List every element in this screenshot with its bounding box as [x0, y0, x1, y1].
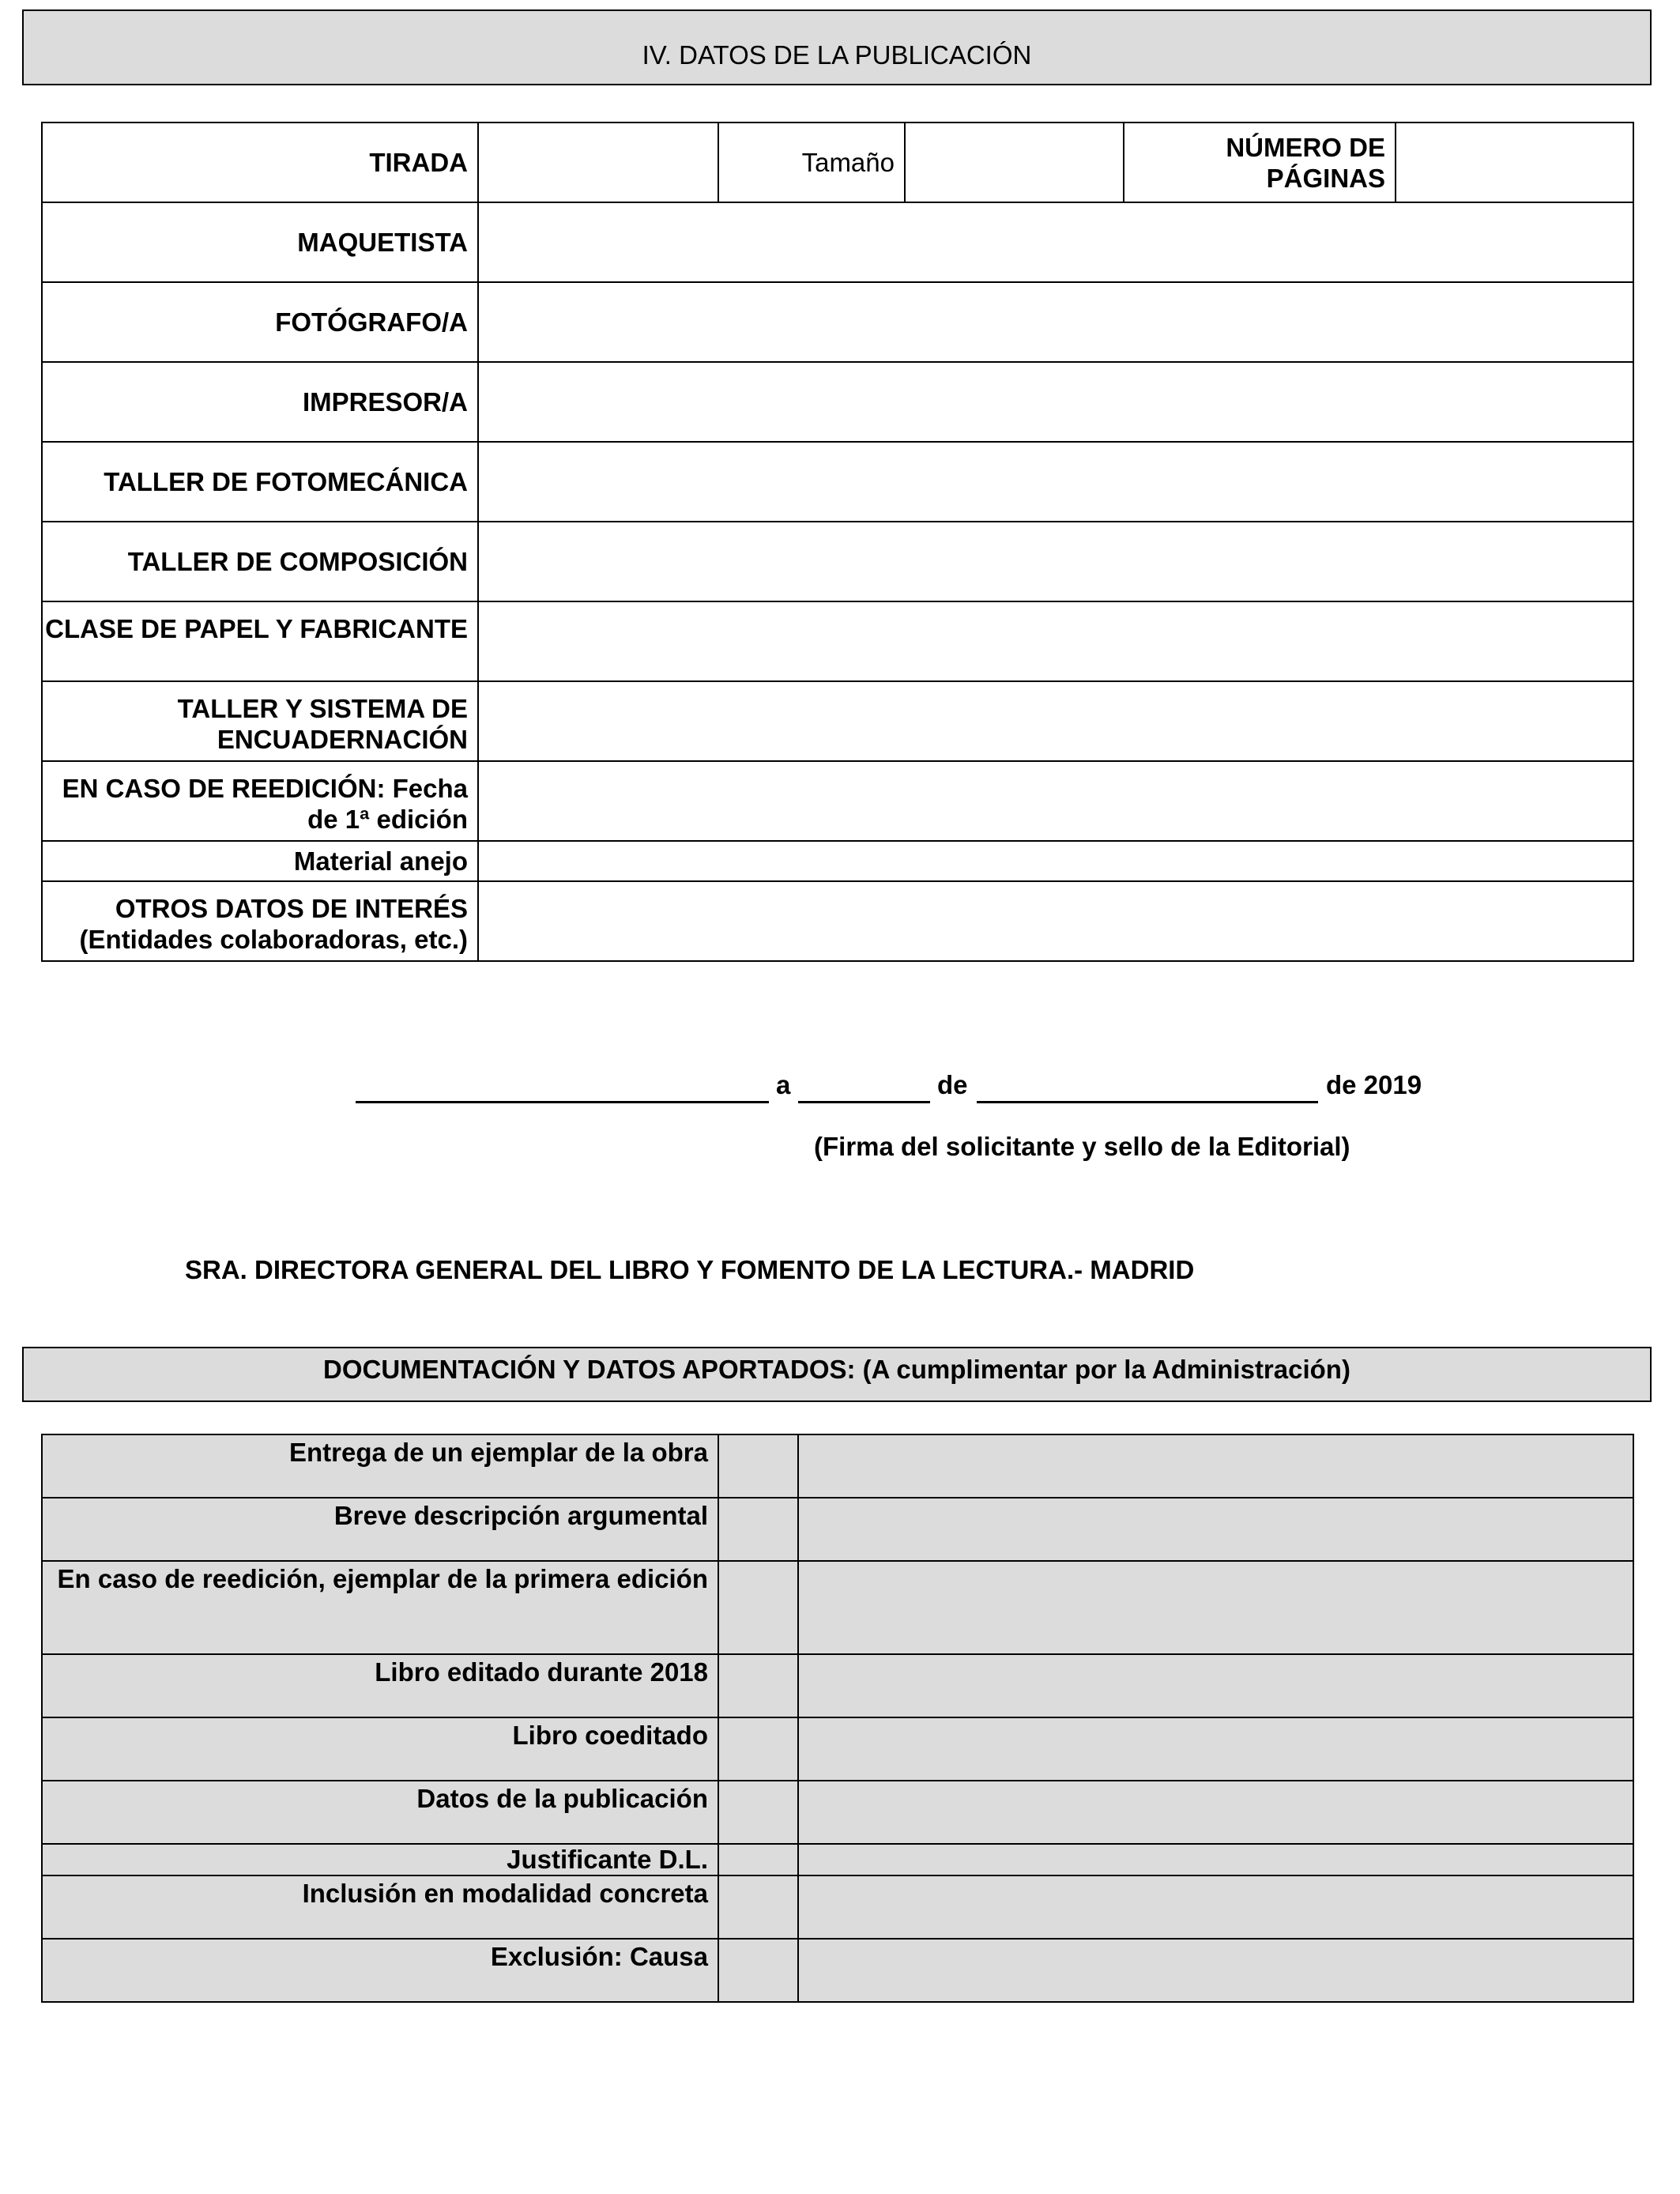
reedicion-fecha-field[interactable] [478, 761, 1633, 841]
table-row [42, 1781, 1633, 1844]
encuadernacion-field[interactable] [478, 681, 1633, 761]
table-row [42, 1939, 1633, 2002]
maquetista-field[interactable] [478, 202, 1633, 282]
impresor-label: IMPRESOR/A [42, 362, 478, 442]
month-blank[interactable] [977, 1101, 1318, 1103]
doc-label: Justificante D.L. [42, 1844, 718, 1875]
doc-notes-cell[interactable] [798, 1717, 1633, 1781]
table-row [42, 881, 1633, 961]
fotomecanica-field[interactable] [478, 442, 1633, 522]
fotografo-label: FOTÓGRAFO/A [42, 282, 478, 362]
table-row [42, 761, 1633, 841]
tirada-label: TIRADA [42, 123, 478, 202]
table-row [42, 1498, 1633, 1561]
doc-check-cell[interactable] [718, 1654, 798, 1717]
table-row [42, 1434, 1633, 1498]
doc-check-cell[interactable] [718, 1561, 798, 1654]
doc-label: Libro editado durante 2018 [42, 1654, 718, 1717]
fotografo-field[interactable] [478, 282, 1633, 362]
otros-datos-field[interactable] [478, 881, 1633, 961]
doc-check-cell[interactable] [718, 1781, 798, 1844]
documentation-table [41, 1434, 1634, 2003]
table-row [42, 362, 1633, 442]
doc-check-cell[interactable] [718, 1498, 798, 1561]
doc-label: Entrega de un ejemplar de la obra [42, 1434, 718, 1498]
doc-check-cell[interactable] [718, 1434, 798, 1498]
doc-check-cell[interactable] [718, 1875, 798, 1939]
table-row [42, 1561, 1633, 1654]
doc-notes-cell[interactable] [798, 1939, 1633, 2002]
doc-label: Breve descripción argumental [42, 1498, 718, 1561]
papel-fabricante-field[interactable] [478, 601, 1633, 681]
table-row [42, 1844, 1633, 1875]
composicion-label: TALLER DE COMPOSICIÓN [42, 522, 478, 601]
place-blank[interactable] [356, 1101, 769, 1103]
doc-notes-cell[interactable] [798, 1434, 1633, 1498]
tamano-label: Tamaño [718, 123, 905, 202]
section-title: IV. DATOS DE LA PUBLICACIÓN [642, 40, 1032, 70]
doc-label: Datos de la publicación [42, 1781, 718, 1844]
composicion-field[interactable] [478, 522, 1633, 601]
tamano-field[interactable] [905, 123, 1124, 202]
doc-notes-cell[interactable] [798, 1654, 1633, 1717]
sig-de-text: de [937, 1070, 968, 1099]
publication-data-table [41, 122, 1634, 962]
doc-notes-cell[interactable] [798, 1561, 1633, 1654]
doc-label: En caso de reedición, ejemplar de la primera edición [42, 1561, 718, 1654]
section-header-documentation [22, 1347, 1652, 1402]
material-anejo-label: Material anejo [42, 841, 478, 881]
table-row [42, 841, 1633, 881]
doc-notes-cell[interactable] [798, 1498, 1633, 1561]
section-title: DOCUMENTACIÓN Y DATOS APORTADOS: (A cumplimentar por la Administración) [323, 1355, 1350, 1384]
day-blank[interactable] [798, 1101, 930, 1103]
doc-check-cell[interactable] [718, 1939, 798, 2002]
material-anejo-field[interactable] [478, 841, 1633, 881]
table-row [42, 522, 1633, 601]
table-row [42, 1654, 1633, 1717]
doc-notes-cell[interactable] [798, 1781, 1633, 1844]
papel-fabricante-label: CLASE DE PAPEL Y FABRICANTE [42, 601, 478, 681]
doc-check-cell[interactable] [718, 1717, 798, 1781]
doc-notes-cell[interactable] [798, 1875, 1633, 1939]
table-row [42, 202, 1633, 282]
table-row [42, 1875, 1633, 1939]
addressee: SRA. DIRECTORA GENERAL DEL LIBRO Y FOMENTO DE LA LECTURA.- MADRID [185, 1255, 1195, 1284]
table-row [42, 681, 1633, 761]
doc-label: Libro coeditado [42, 1717, 718, 1781]
otros-datos-label: OTROS DATOS DE INTERÉS (Entidades colaboradoras, etc.) [42, 881, 478, 961]
tirada-field[interactable] [478, 123, 718, 202]
impresor-field[interactable] [478, 362, 1633, 442]
sig-year-text: de 2019 [1326, 1070, 1422, 1099]
num-paginas-label: NÚMERO DE PÁGINAS [1124, 123, 1396, 202]
encuadernacion-label: TALLER Y SISTEMA DE ENCUADERNACIÓN [42, 681, 478, 761]
table-row [42, 442, 1633, 522]
signature-caption: (Firma del solicitante y sello de la Editorial) [814, 1132, 1350, 1161]
sig-a-text: a [776, 1070, 791, 1099]
table-row [42, 601, 1633, 681]
section-header-publication [22, 9, 1652, 85]
doc-label: Inclusión en modalidad concreta [42, 1875, 718, 1939]
table-row [42, 1717, 1633, 1781]
fotomecanica-label: TALLER DE FOTOMECÁNICA [42, 442, 478, 522]
maquetista-label: MAQUETISTA [42, 202, 478, 282]
num-paginas-field[interactable] [1396, 123, 1633, 202]
reedicion-fecha-label: EN CASO DE REEDICIÓN: Fecha de 1ª edición [42, 761, 478, 841]
doc-label: Exclusión: Causa [42, 1939, 718, 2002]
doc-notes-cell[interactable] [798, 1844, 1633, 1875]
doc-check-cell[interactable] [718, 1844, 798, 1875]
table-row [42, 282, 1633, 362]
